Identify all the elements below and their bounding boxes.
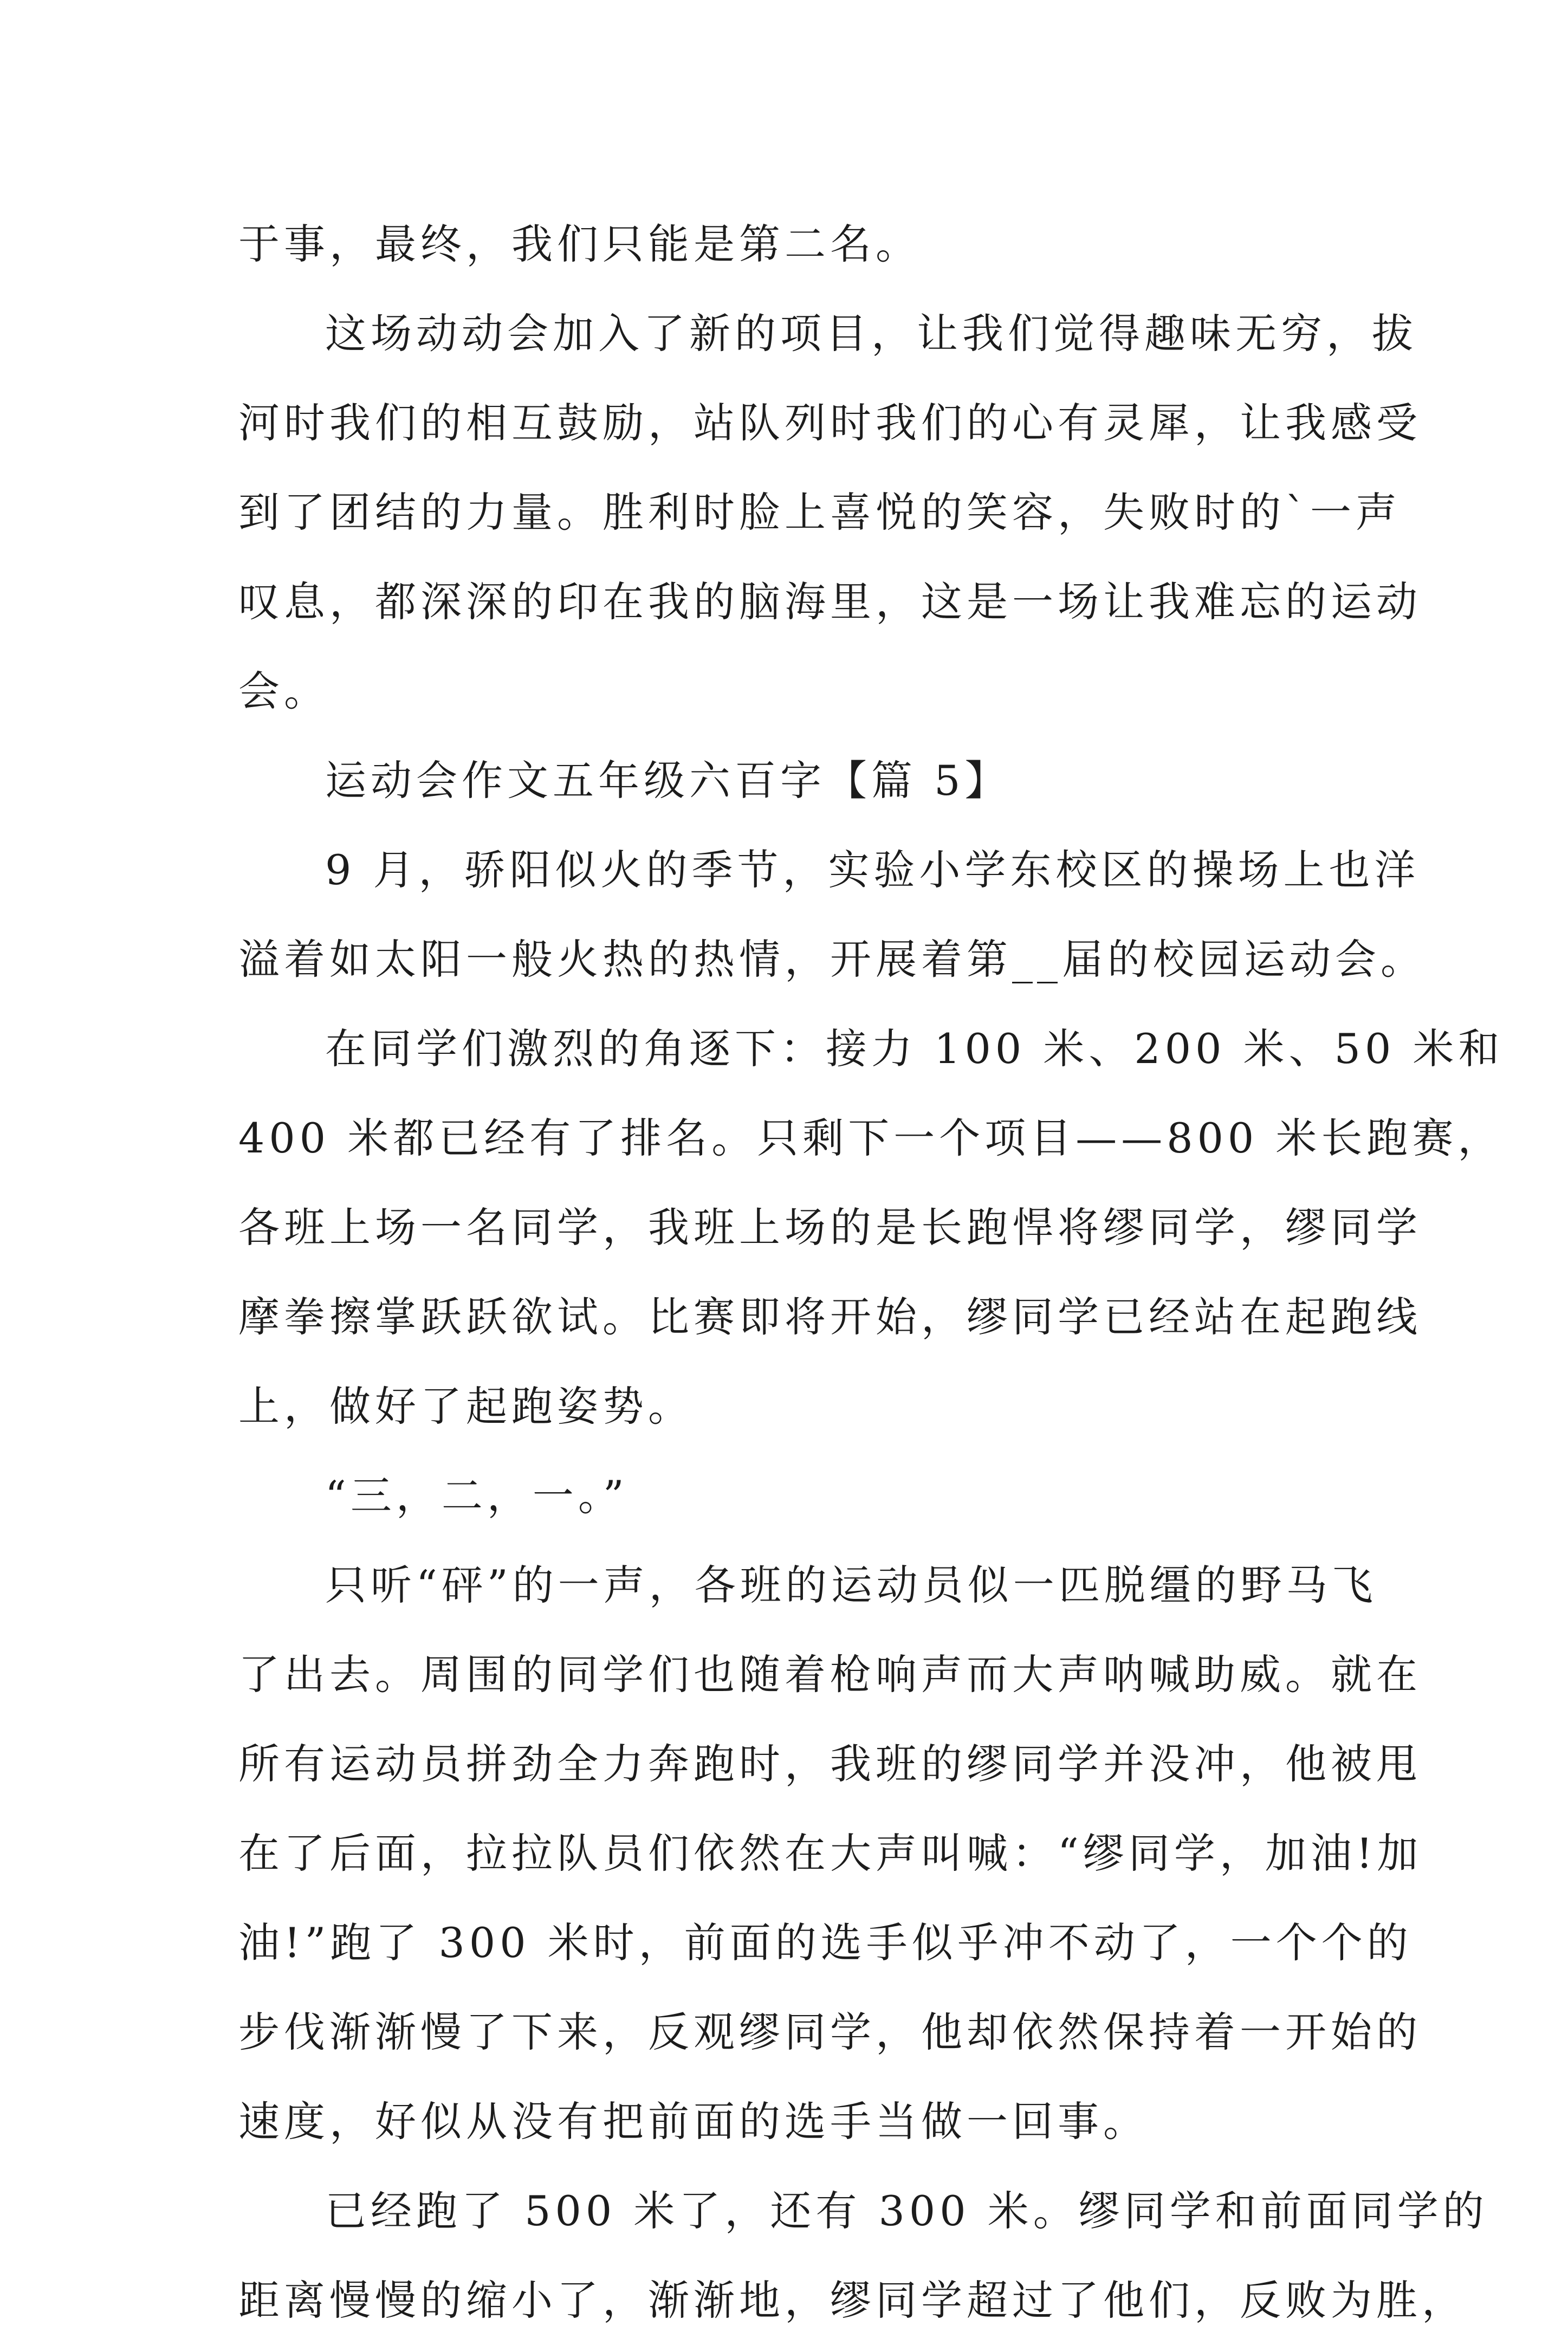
text-line: 到了团结的力量。胜利时脸上喜悦的笑容，失败时的`一声 xyxy=(238,488,1401,536)
text-line: 河时我们的相互鼓励，站队列时我们的心有灵犀，让我感受 xyxy=(238,399,1422,447)
text-line: 叹息，都深深的印在我的脑海里，这是一场让我难忘的运动 xyxy=(238,578,1422,626)
section-heading xyxy=(238,736,1349,825)
text-line: 各班上场一名同学，我班上场的是长跑悍将缪同学，缪同学 xyxy=(238,1203,1422,1252)
text-line: 溢着如太阳一般火热的热情，开展着第__届的校园运动会。 xyxy=(238,935,1426,983)
document-body xyxy=(238,199,1504,2345)
paragraph-countdown xyxy=(238,1451,1349,1540)
text-line: 摩拳擦掌跃跃欲试。比赛即将开始，缪同学已经站在起跑线 xyxy=(238,1293,1422,1341)
text-line: 在了后面，拉拉队员们依然在大声叫喊：“缪同学，加油!加 xyxy=(238,1829,1423,1877)
text-line: 9 月，骄阳似火的季节，实验小学东校区的操场上也洋 xyxy=(325,846,1420,894)
text-line: 步伐渐渐慢了下来，反观缪同学，他却依然保持着一开始的 xyxy=(238,2008,1422,2056)
paragraph-continuation xyxy=(238,199,1349,289)
text-line: 已经跑了 500 米了，还有 300 米。缪同学和前面同学的 xyxy=(325,2187,1488,2235)
text-line: “三，二，一。” xyxy=(325,1472,629,1520)
text-line: 了出去。周围的同学们也随着枪响声而大声呐喊助威。就在 xyxy=(238,1650,1422,1699)
paragraph-september xyxy=(238,825,1426,1004)
paragraph-final-stretch xyxy=(238,2166,1488,2345)
text-line: 这场动动会加入了新的项目，让我们觉得趣味无穷，拔 xyxy=(325,309,1417,358)
text-line: 只听“砰”的一声，各班的运动员似一匹脱缰的野马飞 xyxy=(325,1561,1377,1609)
text-line: 所有运动员拼劲全力奔跑时，我班的缪同学并没冲，他被甩 xyxy=(238,1740,1422,1788)
text-line: 油!”跑了 300 米时，前面的选手似乎冲不动了，一个个的 xyxy=(238,1919,1413,1967)
text-line: 距离慢慢的缩小了，渐渐地，缪同学超过了他们，反败为胜， xyxy=(238,2276,1467,2324)
heading-line: 运动会作文五年级六百字【篇 5】 xyxy=(325,756,1010,805)
paragraph-sports-meet-summary xyxy=(238,289,1422,736)
text-line: 于事，最终，我们只能是第二名。 xyxy=(238,220,921,268)
paragraph-race xyxy=(238,1540,1423,2166)
text-line: 会。 xyxy=(238,667,329,715)
text-line: 速度，好似从没有把前面的选手当做一回事。 xyxy=(238,2097,1149,2146)
paragraph-competition xyxy=(238,1004,1504,1451)
text-line: 上，做好了起跑姿势。 xyxy=(238,1382,694,1430)
text-line: 400 米都已经有了排名。只剩下一个项目——800 米长跑赛， xyxy=(238,1114,1504,1162)
text-line: 在同学们激烈的角逐下：接力 100 米、200 米、50 米和 xyxy=(325,1025,1504,1073)
